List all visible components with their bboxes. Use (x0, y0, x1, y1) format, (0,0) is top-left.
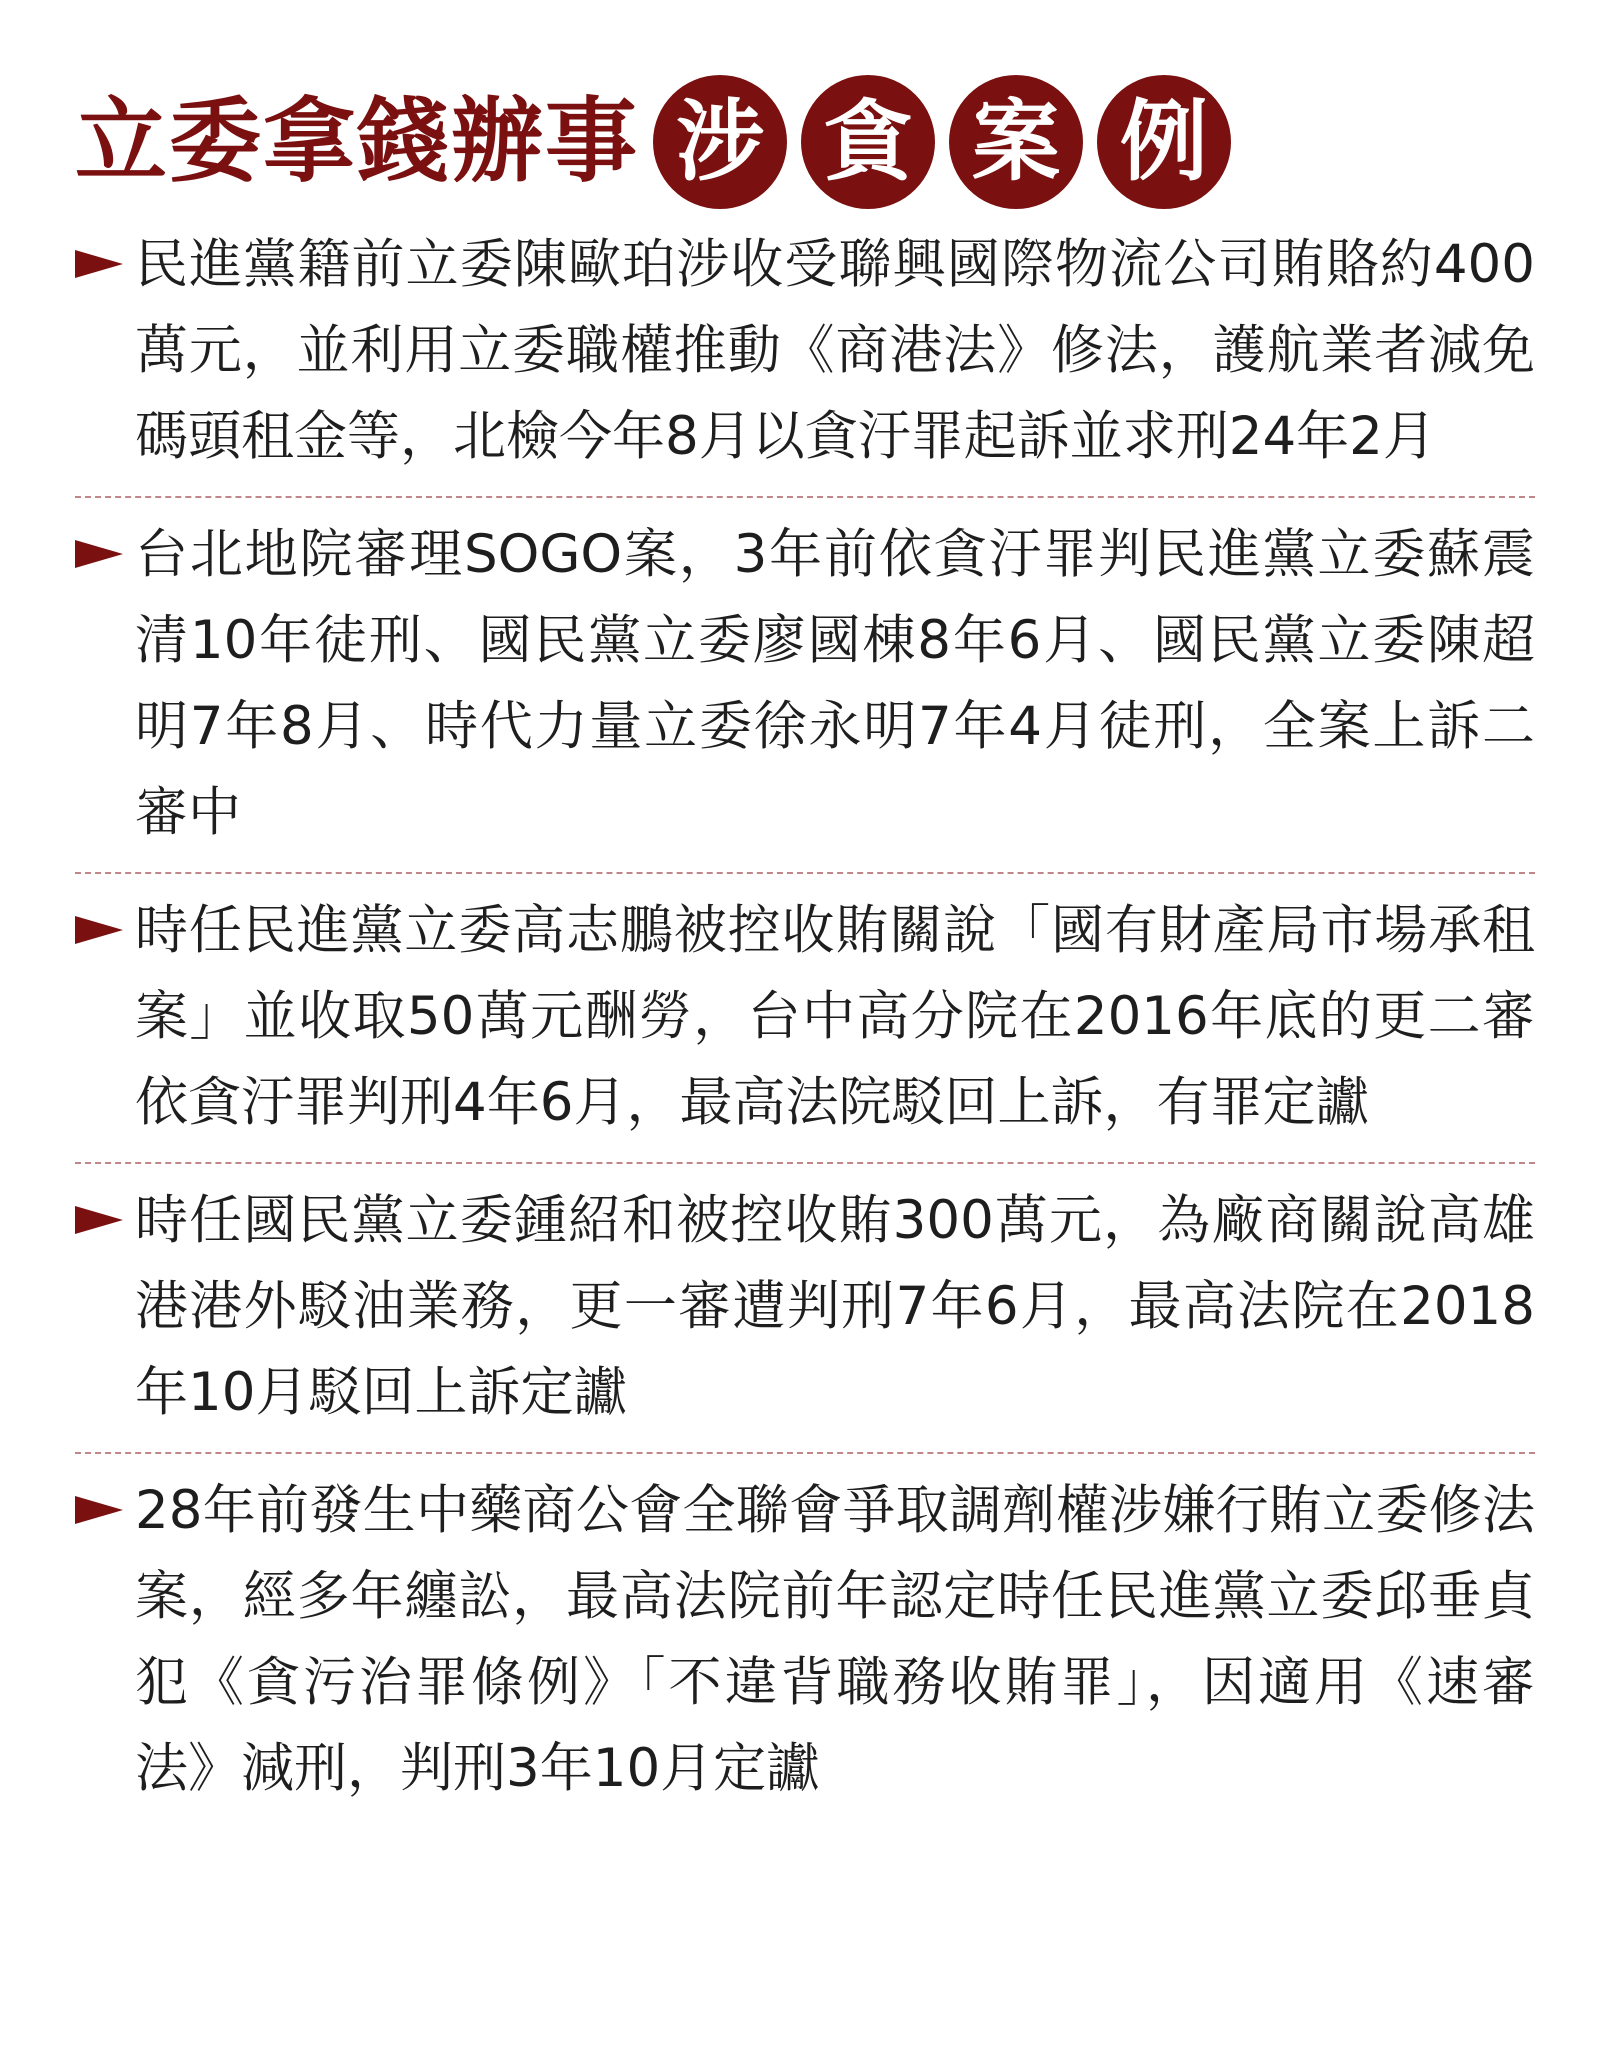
list-item (75, 1178, 1535, 1454)
list-item (75, 888, 1535, 1164)
triangle-right-icon (75, 250, 123, 278)
triangle-right-icon (75, 540, 123, 568)
page-title: 立委拿錢辦事 (75, 88, 640, 195)
case-list (75, 222, 1535, 1842)
title-circle-char: 例 (1097, 75, 1231, 209)
list-item (75, 222, 1535, 498)
list-item-text: 28年前發生中藥商公會全聯會爭取調劑權涉嫌行賄立委修法案，經多年纏訟，最高法院前年認定時任民進黨立委邱垂貞犯《貪污治罪條例》「不違背職務收賄罪」，因適用《速審法》減刑，判刑3年10月定讞 (135, 1480, 1535, 1799)
header (75, 72, 1245, 212)
list-item (75, 512, 1535, 874)
list-item-text: 時任民進黨立委高志鵬被控收賄關說「國有財產局市場承租案」並收取50萬元酬勞，台中高分院在2016年底的更二審依貪汙罪判刑4年6月，最高法院駁回上訴，有罪定讞 (135, 900, 1535, 1133)
list-item-text: 台北地院審理SOGO案，3年前依貪汙罪判民進黨立委蘇震清10年徒刑、國民黨立委廖國棟8年6月、國民黨立委陳超明7年8月、時代力量立委徐永明7年4月徒刑，全案上訴二審中 (135, 524, 1535, 843)
title-circle-group (653, 75, 1245, 209)
list-item (75, 1468, 1535, 1828)
triangle-right-icon (75, 916, 123, 944)
title-circle-char: 涉 (653, 75, 787, 209)
title-circle-char: 案 (949, 75, 1083, 209)
list-item-text: 民進黨籍前立委陳歐珀涉收受聯興國際物流公司賄賂約400萬元，並利用立委職權推動《商港法》修法，護航業者減免碼頭租金等，北檢今年8月以貪汙罪起訴並求刑24年2月 (135, 234, 1535, 467)
triangle-right-icon (75, 1496, 123, 1524)
list-item-text: 時任國民黨立委鍾紹和被控收賄300萬元，為廠商關說高雄港港外駁油業務，更一審遭判刑7年6月，最高法院在2018年10月駁回上訴定讞 (135, 1190, 1535, 1423)
title-circle-char: 貪 (801, 75, 935, 209)
triangle-right-icon (75, 1206, 123, 1234)
